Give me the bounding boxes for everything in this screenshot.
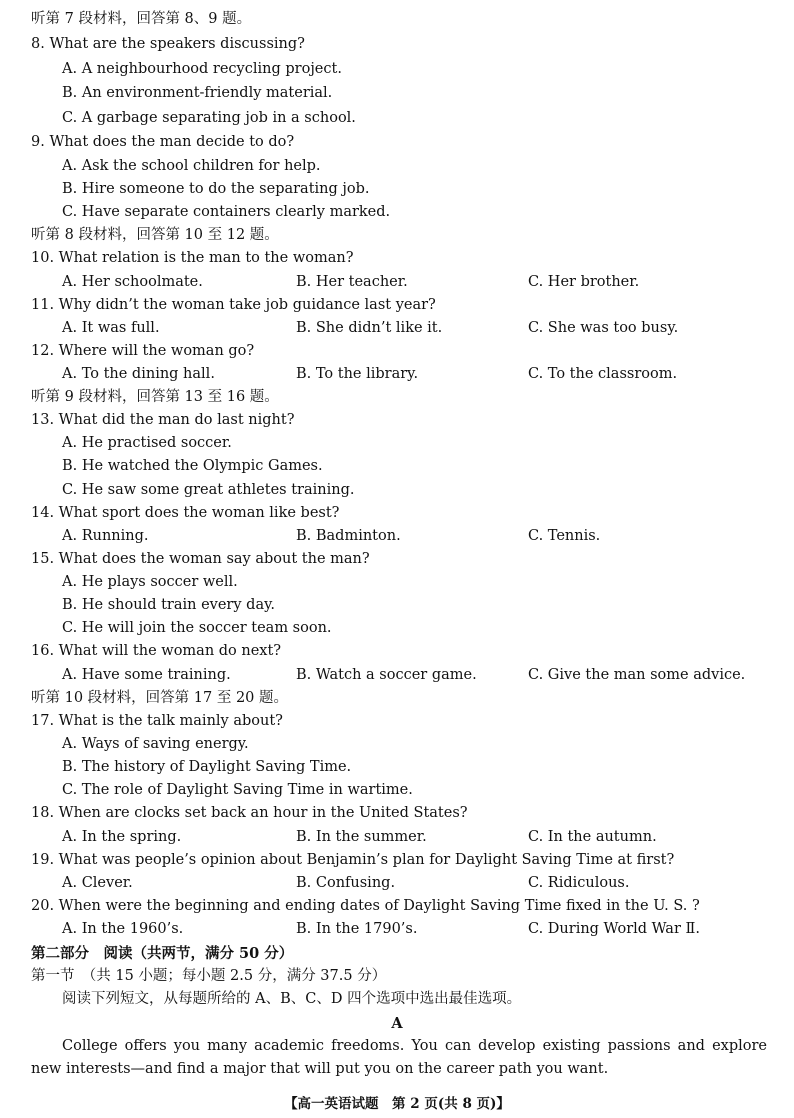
reading-instruction: 阅读下列短文，从每题所给的 A、B、C、D 四个选项中选出最佳选项。 xyxy=(62,991,522,1007)
question-19-option-c: C. Ridiculous. xyxy=(528,875,630,891)
question-10-option-b: B. Her teacher. xyxy=(296,274,408,290)
question-20-option-a: A. In the 1960’s. xyxy=(62,921,184,937)
question-12-option-a: A. To the dining hall. xyxy=(62,366,215,382)
question-17-option-b: B. The history of Daylight Saving Time. xyxy=(62,759,352,775)
question-9-option-c: C. Have separate containers clearly marked. xyxy=(62,204,391,220)
question-8-option-a: A. A neighbourhood recycling project. xyxy=(62,61,342,77)
question-16-option-a: A. Have some training. xyxy=(62,667,231,683)
question-20-stem: 20. When were the beginning and ending dates of Daylight Saving Time fixed in the U. S. ? xyxy=(31,898,700,914)
question-19-options xyxy=(0,872,794,895)
question-10-option-c: C. Her brother. xyxy=(528,274,640,290)
question-11-option-b: B. She didn’t like it. xyxy=(296,320,443,336)
question-19-option-b: B. Confusing. xyxy=(296,875,396,891)
question-15-option-c: C. He will join the soccer team soon. xyxy=(62,620,332,636)
question-18-option-c: C. In the autumn. xyxy=(528,829,657,845)
question-16-option-b: B. Watch a soccer game. xyxy=(296,667,477,683)
question-11-option-a: A. It was full. xyxy=(62,320,160,336)
question-20-option-b: B. In the 1790’s. xyxy=(296,921,418,937)
question-20-option-c: C. During World War Ⅱ. xyxy=(528,921,700,937)
question-16-stem: 16. What will the woman do next? xyxy=(31,643,282,659)
question-14-option-b: B. Badminton. xyxy=(296,528,401,544)
question-18-stem: 18. When are clocks set back an hour in the United States? xyxy=(31,805,468,821)
passage-label: A xyxy=(391,1015,403,1032)
question-20-options xyxy=(0,918,794,941)
question-11-stem: 11. Why didn’t the woman take job guidance last year? xyxy=(31,297,436,313)
question-17-option-a: A. Ways of saving energy. xyxy=(62,736,249,752)
question-15-option-a: A. He plays soccer well. xyxy=(62,574,238,590)
question-14-option-c: C. Tennis. xyxy=(528,528,601,544)
page-footer: 【高一英语试题 第 2 页(共 8 页)】 xyxy=(284,1096,510,1112)
question-19-stem: 19. What was people’s opinion about Benjamin’s plan for Daylight Saving Time at first? xyxy=(31,852,675,868)
question-15-option-b: B. He should train every day. xyxy=(62,597,275,613)
question-14-option-a: A. Running. xyxy=(62,528,149,544)
question-12-options xyxy=(0,363,794,386)
question-12-stem: 12. Where will the woman go? xyxy=(31,343,255,359)
question-13-stem: 13. What did the man do last night? xyxy=(31,412,295,428)
question-11-options xyxy=(0,317,794,340)
question-14-options xyxy=(0,525,794,548)
question-18-option-b: B. In the summer. xyxy=(296,829,427,845)
question-13-option-b: B. He watched the Olympic Games. xyxy=(62,458,323,474)
question-14-stem: 14. What sport does the woman like best? xyxy=(31,505,340,521)
question-16-option-c: C. Give the man some advice. xyxy=(528,667,746,683)
question-18-options xyxy=(0,826,794,849)
question-18-option-a: A. In the spring. xyxy=(62,829,182,845)
question-10-options xyxy=(0,271,794,294)
question-17-option-c: C. The role of Daylight Saving Time in wartime. xyxy=(62,782,413,798)
group-9-instruction: 听第 9 段材料，回答第 13 至 16 题。 xyxy=(31,389,279,405)
passage-a-text: College offers you many academic freedoms. You can develop existing passions and explore new interests—and find a major that will put you on the career path you want. xyxy=(31,1038,767,1077)
section-1-title: 第一节 （共 15 小题；每小题 2.5 分，满分 37.5 分） xyxy=(31,968,387,984)
group-7-instruction: 听第 7 段材料，回答第 8、9 题。 xyxy=(31,11,252,27)
question-9-option-b: B. Hire someone to do the separating job. xyxy=(62,181,370,197)
group-10-instruction: 听第 10 段材料，回答第 17 至 20 题。 xyxy=(31,690,289,706)
question-15-stem: 15. What does the woman say about the man? xyxy=(31,551,370,567)
question-10-stem: 10. What relation is the man to the woman? xyxy=(31,250,354,266)
part-2-title: 第二部分 阅读（共两节，满分 50 分） xyxy=(31,945,294,962)
group-8-instruction: 听第 8 段材料，回答第 10 至 12 题。 xyxy=(31,227,279,243)
question-19-option-a: A. Clever. xyxy=(62,875,133,891)
question-13-option-a: A. He practised soccer. xyxy=(62,435,232,451)
question-11-option-c: C. She was too busy. xyxy=(528,320,679,336)
question-16-options xyxy=(0,664,794,687)
question-8-stem: 8. What are the speakers discussing? xyxy=(31,36,305,52)
question-12-option-b: B. To the library. xyxy=(296,366,419,382)
question-13-option-c: C. He saw some great athletes training. xyxy=(62,482,355,498)
question-17-stem: 17. What is the talk mainly about? xyxy=(31,713,283,729)
question-8-option-c: C. A garbage separating job in a school. xyxy=(62,110,356,126)
question-10-option-a: A. Her schoolmate. xyxy=(62,274,203,290)
question-8-option-b: B. An environment-friendly material. xyxy=(62,85,333,101)
question-9-stem: 9. What does the man decide to do? xyxy=(31,134,295,150)
question-9-option-a: A. Ask the school children for help. xyxy=(62,158,321,174)
question-12-option-c: C. To the classroom. xyxy=(528,366,678,382)
